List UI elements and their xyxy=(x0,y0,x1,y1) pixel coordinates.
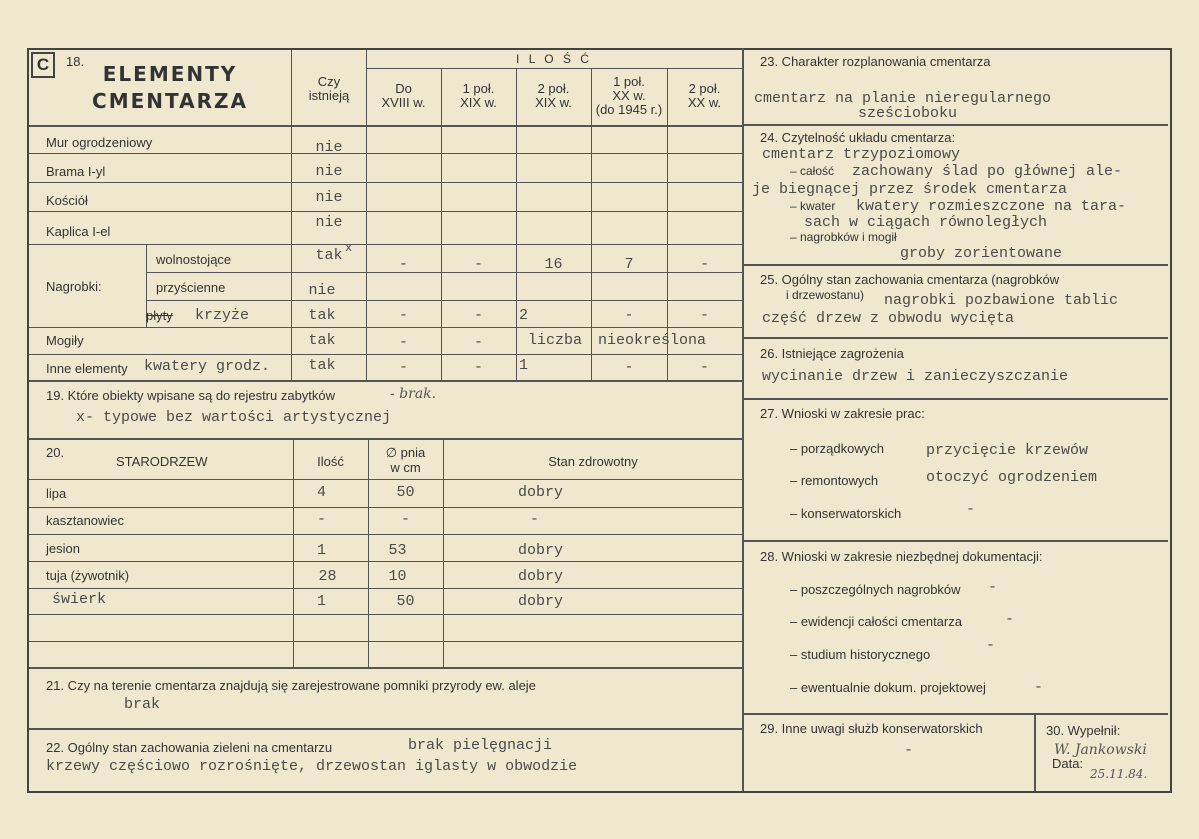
s28-item-label: – ewidencji całości cmentarza xyxy=(790,614,962,629)
s18-header-bottom xyxy=(29,125,742,127)
period-2-l2: XIX w. xyxy=(535,95,572,110)
tree-state: dobry xyxy=(518,484,564,501)
s25-value1: nagrobki pozbawione tablic xyxy=(884,292,1119,309)
s24-kwater-label: – kwater xyxy=(790,199,836,213)
s28-label: 28. Wnioski w zakresie niezbędnej dokumentacji: xyxy=(760,549,1043,564)
s27-item-label: – konserwatorskich xyxy=(790,506,902,521)
tree-qty: 4 xyxy=(316,484,326,501)
s29-s30-divider xyxy=(1034,715,1036,791)
s18-exists-value: tak xyxy=(308,357,336,374)
s18-row-label: Inne elementy xyxy=(46,361,128,376)
s20-row-sep xyxy=(29,641,742,642)
s18-exists-value: tak xyxy=(308,332,336,349)
s20-row-sep xyxy=(29,534,742,535)
s18-exists-value: nie xyxy=(315,139,343,156)
s18-qty-value: - xyxy=(624,359,634,376)
s24-kwater-value2: sach w ciągach równoległych xyxy=(804,214,1048,231)
s18-row-label: Mur ogrodzeniowy xyxy=(46,135,153,150)
s18-exists-value: tak xyxy=(315,247,343,264)
s18-qty-value: 2 xyxy=(518,307,528,324)
s30-date: 25.11.84. xyxy=(1090,767,1148,781)
s18-col-exists-1: Czy xyxy=(317,74,341,89)
s18-bottom-line xyxy=(29,380,742,382)
s24-nagrobkow-value: groby zorientowane xyxy=(900,245,1063,262)
s25-bottom-line xyxy=(744,337,1168,339)
tree-name: lipa xyxy=(46,486,67,501)
s20-row-sep xyxy=(29,507,742,508)
s19-note: x- typowe bez wartości artystycznej xyxy=(76,409,392,426)
s18-exists-value: tak xyxy=(308,307,336,324)
s18-row-sep xyxy=(29,244,742,245)
s23-value1: cmentarz na planie nieregularnego xyxy=(754,90,1052,107)
s18-qty-value: 1 xyxy=(518,357,528,374)
s19-bottom-line xyxy=(29,438,742,440)
tree-name: kasztanowiec xyxy=(46,513,125,528)
tree-diam: 10 xyxy=(388,568,407,585)
tree-state: - xyxy=(530,511,540,528)
card-letter: C xyxy=(31,52,55,78)
s27-label: 27. Wnioski w zakresie prac: xyxy=(760,406,925,421)
s20-col-state: Stan zdrowotny xyxy=(548,454,638,469)
s18-col-exists-2: istnieją xyxy=(308,88,350,103)
s20-col-qty: Ilość xyxy=(317,454,344,469)
s18-exists-value: nie xyxy=(315,189,343,206)
period-4-l1: 2 poł. xyxy=(688,81,721,96)
period-0-l2: XVIII w. xyxy=(381,95,426,110)
s18-qty-value: - xyxy=(398,256,408,273)
s27-item-value: otoczyć ogrodzeniem xyxy=(926,469,1098,486)
s20-row-sep xyxy=(29,614,742,615)
period-2-l1: 2 poł. xyxy=(537,81,570,96)
s18-title-line2: CMENTARZA xyxy=(92,89,248,113)
period-0-l1: Do xyxy=(395,81,412,96)
tree-name: jesion xyxy=(46,541,80,556)
s28-item-label: – poszczególnych nagrobków xyxy=(790,582,961,597)
s29-label: 29. Inne uwagi służb konserwatorskich xyxy=(760,721,983,736)
s18-qty-value: - xyxy=(398,307,408,324)
s20-row-sep xyxy=(29,561,742,562)
s18-qty-value: - xyxy=(398,359,408,376)
s24-label: 24. Czytelność układu cmentarza: xyxy=(760,130,956,145)
s18-row-label: Brama I-yl xyxy=(46,164,106,179)
s18-row-label-struck: płyty xyxy=(146,308,173,323)
s27-item-value: przycięcie krzewów xyxy=(926,442,1089,459)
s19-handwritten: - brak. xyxy=(390,386,437,402)
s28-item-value: - xyxy=(1005,611,1015,628)
s20-header-bottom xyxy=(29,479,742,480)
s26-bottom-line xyxy=(744,398,1168,400)
period-1-l2: XIX w. xyxy=(460,95,497,110)
s26-value: wycinanie drzew i zanieczyszczanie xyxy=(762,368,1069,385)
s28-item-label: – studium historycznego xyxy=(790,647,931,662)
s24-calosc-value1: zachowany ślad po głównej ale- xyxy=(852,163,1123,180)
s18-row-sep xyxy=(29,153,742,154)
s23-label: 23. Charakter rozplanowania cmentarza xyxy=(760,54,991,69)
s18-qty-value: - xyxy=(473,256,483,273)
s18-exists-value: nie xyxy=(315,214,343,231)
s25-label1: 25. Ogólny stan zachowania cmentarza (nagrobków xyxy=(760,272,1060,287)
s18-row-label: wolnostojące xyxy=(156,252,232,267)
tree-diam: - xyxy=(400,511,410,528)
tree-qty: 28 xyxy=(318,568,337,585)
tree-state: dobry xyxy=(518,568,564,585)
s22-value2: krzewy częściowo rozrośnięte, drzewostan iglasty w obwodzie xyxy=(46,758,578,775)
s18-qty-value: - xyxy=(473,359,483,376)
s22-value1: brak pielęgnacji xyxy=(408,737,553,754)
tree-qty: 1 xyxy=(316,593,326,610)
tree-qty: - xyxy=(316,511,326,528)
s22-label: 22. Ogólny stan zachowania zieleni na cmentarzu xyxy=(46,740,333,755)
s24-calosc-label: – całość xyxy=(790,164,835,178)
s18-typed-label: kwatery grodz. xyxy=(144,358,271,375)
s28-item-value: - xyxy=(1034,679,1044,696)
s18-qty-value: - xyxy=(398,334,408,351)
tree-qty: 1 xyxy=(316,542,326,559)
s28-item-value: - xyxy=(988,579,998,596)
s20-col-diam-2: w cm xyxy=(390,460,421,475)
period-3-l1: 1 poł. xyxy=(613,74,645,89)
s20-bottom-line xyxy=(29,667,742,669)
s18-number: 18. xyxy=(66,54,85,69)
s20-title: STARODRZEW xyxy=(116,454,208,469)
tree-state: dobry xyxy=(518,542,564,559)
s24-nagrobkow-label: – nagrobków i mogił xyxy=(790,230,897,244)
s21-bottom-line xyxy=(29,728,742,730)
s28-item-label: – ewentualnie dokum. projektowej xyxy=(790,680,986,695)
tree-diam: 50 xyxy=(396,484,415,501)
s18-row-sep xyxy=(29,182,742,183)
s18-qty-header-line xyxy=(366,68,742,69)
s18-qty-value: - xyxy=(699,307,709,324)
s23-value2: sześcioboku xyxy=(858,105,958,122)
s18-title-line1: ELEMENTY xyxy=(102,62,238,86)
s27-bottom-line xyxy=(744,540,1168,542)
s27-item-value: - xyxy=(966,501,976,518)
tree-state: dobry xyxy=(518,593,564,610)
tree-diam: 50 xyxy=(396,593,415,610)
tree-name: tuja (żywotnik) xyxy=(46,568,130,583)
s19-label: 19. Które obiekty wpisane są do rejestru zabytków xyxy=(46,388,336,403)
s20-col-line xyxy=(443,440,444,668)
s18-qty-value: 7 xyxy=(624,256,634,273)
period-1-l1: 1 poł. xyxy=(462,81,495,96)
s18-qty-header: I L O Ś Ć xyxy=(516,52,592,66)
s25-value2: część drzew z obwodu wycięta xyxy=(762,310,1015,327)
s20-row-sep xyxy=(29,588,742,589)
s18-typed-label: krzyże xyxy=(195,307,250,324)
s29-value: - xyxy=(904,742,914,759)
s18-qty-value: - xyxy=(473,307,483,324)
s18-qty-value: 16 xyxy=(544,256,563,273)
s23-bottom-line xyxy=(744,124,1168,126)
s20-col-diam-1: ∅ pnia xyxy=(385,445,426,460)
period-3-l2: XX w. xyxy=(612,88,646,103)
s21-value: brak xyxy=(124,696,161,713)
s18-row-label: Mogiły xyxy=(46,333,84,348)
s18-qty-value: - xyxy=(624,307,634,324)
s18-row-label: Kaplica I-el xyxy=(46,224,111,239)
s30-date-label: Data: xyxy=(1052,756,1084,771)
s25-label2: i drzewostanu) xyxy=(786,288,865,302)
s18-exists-value: nie xyxy=(315,163,343,180)
s18-row-label: przyścienne xyxy=(156,280,226,295)
s27-item-label: – porządkowych xyxy=(790,441,884,456)
s28-item-value: - xyxy=(986,637,996,654)
s18-qty-value: - xyxy=(699,359,709,376)
s18-qty-value: - xyxy=(699,256,709,273)
s28-bottom-line xyxy=(744,713,1168,715)
s18-col-line-p3 xyxy=(516,68,517,380)
s18-row-sep xyxy=(29,354,742,355)
s24-kwater-value1: kwatery rozmieszczone na tara- xyxy=(856,198,1127,215)
s24-bottom-line xyxy=(744,264,1168,266)
nagrobki-label: Nagrobki: xyxy=(46,279,102,294)
s18-row-sep xyxy=(29,327,742,328)
s18-row-sep xyxy=(146,300,742,301)
s18-qty-value: - xyxy=(473,334,483,351)
period-4-l2: XX w. xyxy=(687,95,722,110)
divider-main xyxy=(742,48,744,791)
s24-calosc-value2: je biegnącej przez środek cmentarza xyxy=(752,181,1068,198)
s18-exists-sup: x xyxy=(345,241,353,255)
s20-number: 20. xyxy=(46,445,65,460)
s24-general: cmentarz trzypoziomowy xyxy=(762,146,961,163)
s30-label: 30. Wypełnił: xyxy=(1046,723,1121,738)
s26-label: 26. Istniejące zagrożenia xyxy=(760,346,904,361)
s18-qty-value: liczba xyxy=(528,332,583,349)
s18-row-sep xyxy=(29,211,742,212)
s21-label: 21. Czy na terenie cmentarza znajdują się zarejestrowane pomniki przyrody ew. aleje xyxy=(46,678,536,693)
tree-name: świerk xyxy=(52,591,107,608)
s18-qty-value: nieokreślona xyxy=(598,332,707,349)
s18-col-line-p2 xyxy=(441,68,442,380)
period-3-l3: (do 1945 r.) xyxy=(595,102,663,117)
s18-row-label: Kościół xyxy=(46,193,88,208)
s18-exists-value: nie xyxy=(308,282,336,299)
tree-diam: 53 xyxy=(388,542,407,559)
s27-item-label: – remontowych xyxy=(790,473,879,488)
s30-signature: W. Jankowski xyxy=(1054,742,1147,758)
